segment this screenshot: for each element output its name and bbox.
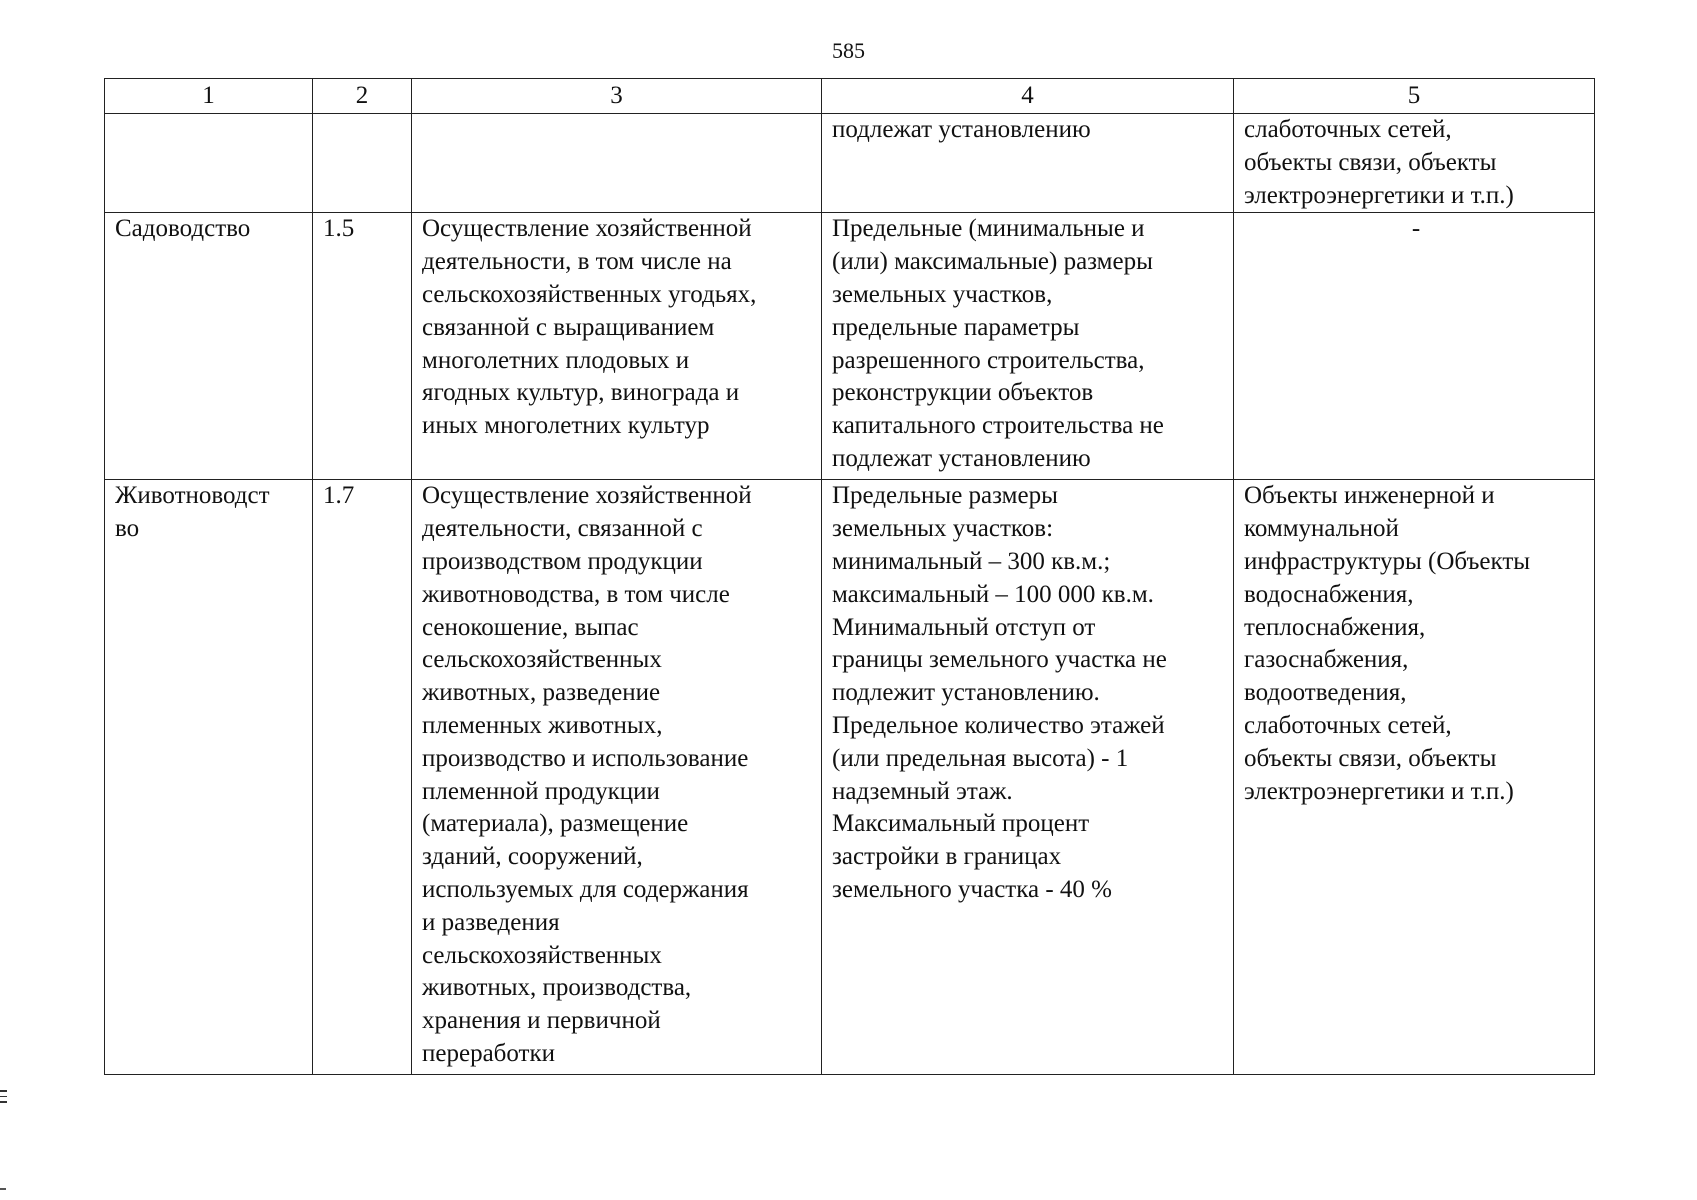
land-use-code-cell	[313, 114, 412, 213]
land-use-table	[104, 78, 1595, 1075]
page-number: 585	[832, 38, 865, 63]
scan-artifact	[0, 1188, 6, 1190]
table-row	[105, 480, 1595, 1075]
scan-artifact	[0, 1090, 8, 1110]
column-header-5: 5	[1234, 79, 1595, 114]
land-use-code-cell: 1.5	[313, 213, 412, 480]
table-header-row	[105, 79, 1595, 114]
land-use-description-cell: Осуществление хозяйственной деятельности, в том числе на сельскохозяйственных угодьях, связанной с выращиванием многолетних плодовых и ягодных культур, винограда и иных многолетних культур	[412, 213, 822, 480]
table-row	[105, 213, 1595, 480]
land-use-objects-cell: Объекты инженерной и коммунальной инфраструктуры (Объекты водоснабжения, теплоснабжения, газоснабжения, водоотведения, слаботочных сетей, объекты связи, объекты электроэнергетики и т.п.)	[1234, 480, 1595, 1075]
land-use-parameters-cell: Предельные (минимальные и (или) максимальные) размеры земельных участков, предельные параметры разрешенного строительства, реконструкции объектов капитального строительства не подлежат установлению	[822, 213, 1234, 480]
land-use-description-cell	[412, 114, 822, 213]
table-row	[105, 114, 1595, 213]
column-header-2: 2	[313, 79, 412, 114]
column-header-1: 1	[105, 79, 313, 114]
land-use-code-cell: 1.7	[313, 480, 412, 1075]
column-header-3: 3	[412, 79, 822, 114]
land-use-description-cell: Осуществление хозяйственной деятельности, связанной с производством продукции животноводства, в том числе сенокошение, выпас сельскохозяйственных животных, разведение племенных животных, производство и использование племенной продукции (материала), размещение зданий, сооружений, используемых для содержания и разведения сельскохозяйственных животных, производства, хранения и первичной переработки	[412, 480, 822, 1075]
land-use-name-cell	[105, 114, 313, 213]
land-use-parameters-cell: подлежат установлению	[822, 114, 1234, 213]
land-use-objects-cell: -	[1234, 213, 1595, 480]
land-use-parameters-cell: Предельные размеры земельных участков: минимальный – 300 кв.м.; максимальный – 100 000 кв.м. Минимальный отступ от границы земельного участка не подлежит установлению. Предельное количество этажей (или предельная высота) - 1 надземный этаж. Максимальный процент застройки в границах земельного участка - 40 %	[822, 480, 1234, 1075]
land-use-objects-cell: слаботочных сетей, объекты связи, объекты электроэнергетики и т.п.)	[1234, 114, 1595, 213]
land-use-name-cell: Животноводст во	[105, 480, 313, 1075]
column-header-4: 4	[822, 79, 1234, 114]
land-use-name-cell: Садоводство	[105, 213, 313, 480]
